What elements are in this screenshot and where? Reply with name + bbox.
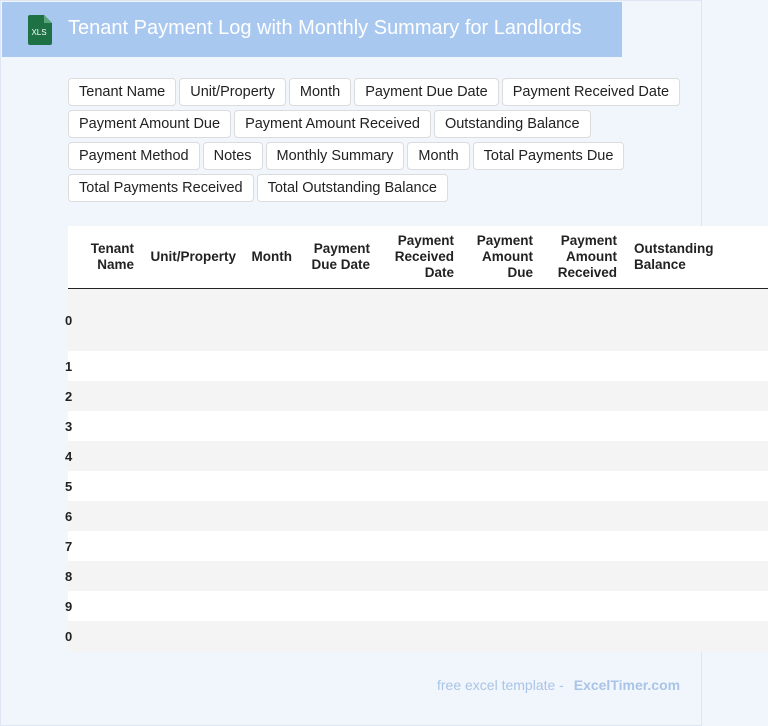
row-number: 0 [65, 629, 73, 644]
col-payment-amount-received[interactable]: Payment Amount Received [557, 233, 617, 280]
table-row [65, 591, 768, 621]
row-number: 3 [65, 419, 73, 434]
table-row [65, 501, 768, 531]
col-payment-due-date[interactable]: Payment Due Date [311, 241, 370, 272]
xls-file-icon [24, 14, 54, 46]
table-row [65, 471, 768, 501]
page-header [2, 2, 622, 57]
chip-total-payments-due[interactable]: Total Payments Due [473, 142, 625, 170]
col-outstanding-balance[interactable]: Outstanding Balance [634, 241, 714, 272]
table-row [65, 561, 768, 591]
row-number: 9 [65, 599, 73, 614]
footer-prefix: free excel template - [437, 677, 564, 693]
col-unit-property[interactable]: Unit/Property [150, 249, 236, 264]
row-number: 5 [65, 479, 73, 494]
row-number: 6 [65, 509, 73, 524]
table-row [65, 621, 768, 652]
chip-tenant-name[interactable]: Tenant Name [68, 78, 176, 106]
col-tenant-name[interactable]: Tenant Name [90, 241, 134, 272]
page-title: Tenant Payment Log with Monthly Summary for Landlords [68, 17, 582, 39]
footer-brand-link[interactable]: ExcelTimer.com [573, 677, 681, 693]
footer-credit [437, 677, 680, 693]
chip-total-outstanding-balance[interactable]: Total Outstanding Balance [257, 174, 448, 202]
table-header [68, 226, 768, 289]
xls-icon-label: XLS [31, 28, 47, 37]
chip-notes[interactable]: Notes [203, 142, 263, 170]
col-payment-amount-due[interactable]: Payment Amount Due [476, 233, 533, 280]
field-chip-list [68, 78, 693, 202]
table-row [65, 289, 768, 351]
table-row [65, 411, 768, 441]
chip-payment-amount-due[interactable]: Payment Amount Due [68, 110, 231, 138]
col-month[interactable]: Month [251, 249, 292, 264]
chip-total-payments-received[interactable]: Total Payments Received [68, 174, 254, 202]
row-number: 2 [65, 389, 73, 404]
row-number: 8 [65, 569, 73, 584]
row-number: 4 [65, 449, 73, 464]
chip-payment-amount-received[interactable]: Payment Amount Received [234, 110, 431, 138]
chip-payment-received-date[interactable]: Payment Received Date [502, 78, 680, 106]
chip-payment-method[interactable]: Payment Method [68, 142, 200, 170]
col-payment-received-date[interactable]: Payment Received Date [394, 233, 454, 280]
table-row [65, 441, 768, 471]
row-number: 1 [65, 359, 73, 374]
chip-month[interactable]: Month [289, 78, 351, 106]
row-number: 7 [65, 539, 73, 554]
chip-outstanding-balance[interactable]: Outstanding Balance [434, 110, 591, 138]
chip-unit-property[interactable]: Unit/Property [179, 78, 286, 106]
chip-payment-due-date[interactable]: Payment Due Date [354, 78, 499, 106]
table-row [65, 351, 768, 381]
table-row [65, 531, 768, 561]
chip-monthly-summary[interactable]: Monthly Summary [266, 142, 405, 170]
table-row [65, 381, 768, 411]
payment-table [65, 226, 714, 652]
row-number: 0 [65, 313, 73, 328]
chip-summary-month[interactable]: Month [407, 142, 469, 170]
